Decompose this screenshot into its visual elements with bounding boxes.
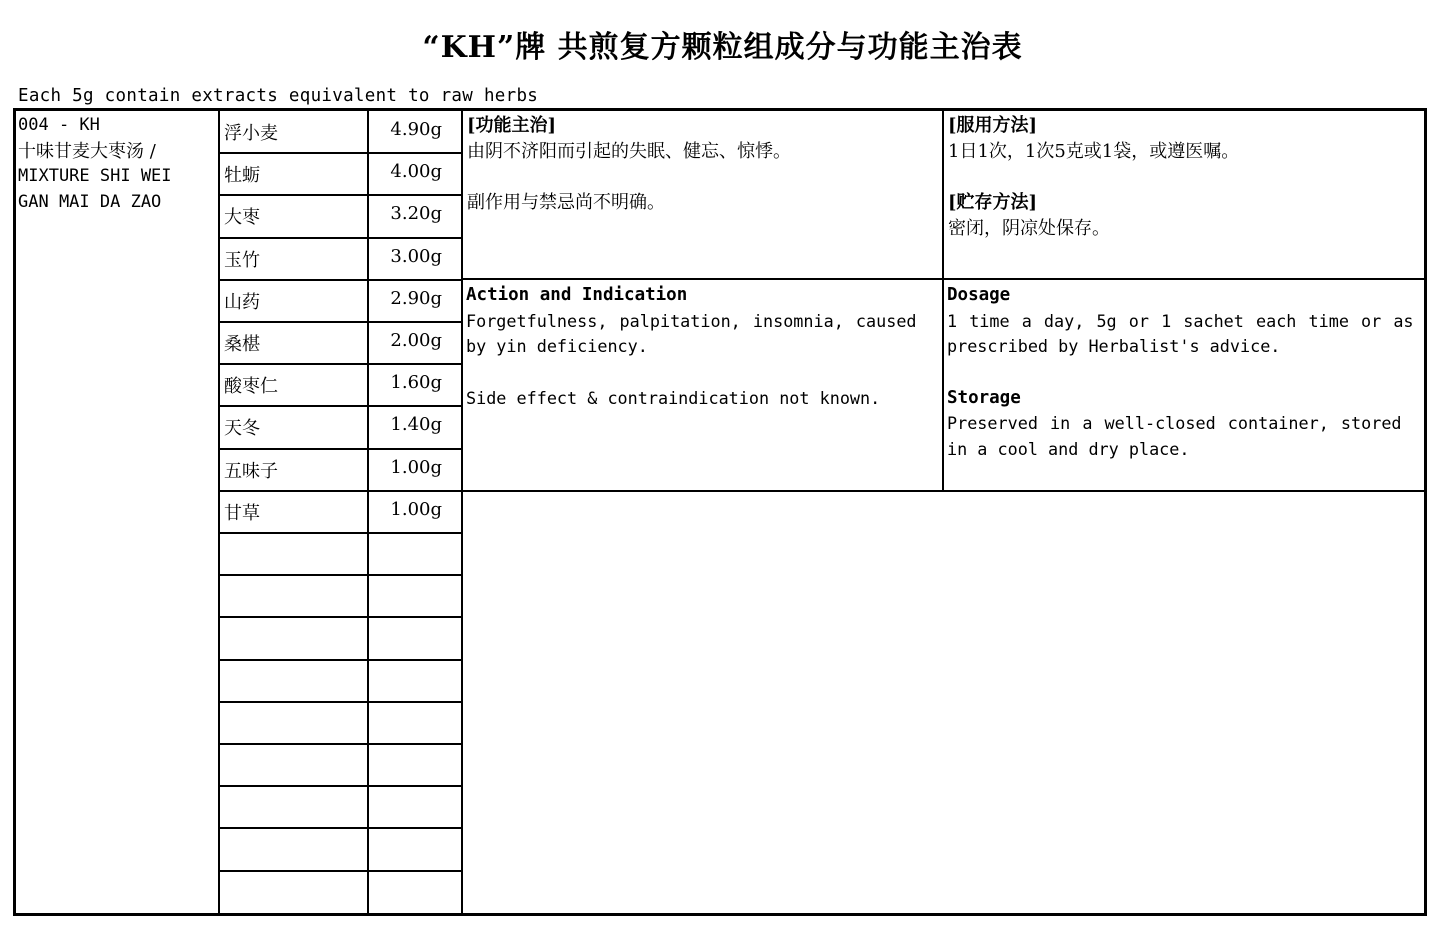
herb-row-divider	[218, 574, 463, 576]
indication-en-text-line2: by yin deficiency.	[466, 336, 648, 356]
herb-name: 天冬	[224, 418, 260, 440]
divider-product-herbs	[218, 110, 220, 914]
herb-row-divider	[218, 490, 463, 492]
storage-en-text-line1: Preserved in a well-closed container, stored	[947, 413, 1402, 433]
herb-row-divider	[218, 363, 463, 365]
herb-row-divider	[218, 870, 463, 872]
product-name-cn: 十味甘麦大枣汤 /	[18, 141, 156, 162]
herb-name: 酸枣仁	[224, 376, 278, 398]
dosage-en-text-line2: prescribed by Herbalist's advice.	[947, 336, 1281, 356]
herb-amount: 4.00g	[390, 161, 442, 183]
divider-info-cn-en	[461, 278, 1425, 280]
herb-amount: 1.00g	[390, 498, 442, 520]
herb-row-divider	[218, 321, 463, 323]
herb-amount: 2.00g	[390, 330, 442, 351]
herb-row-divider	[218, 785, 463, 787]
herb-amount: 3.20g	[390, 203, 442, 225]
divider-herbs-info	[461, 110, 463, 914]
herb-amount: 3.00g	[390, 245, 442, 267]
herb-row-divider	[218, 659, 463, 661]
product-code: 004 - KH	[18, 115, 100, 135]
product-name-en-line2: GAN MAI DA ZAO	[18, 192, 162, 212]
herb-name: 山药	[224, 291, 260, 313]
side-effect-cn-text: 副作用与禁忌尚不明确。	[467, 192, 665, 213]
herb-name: 玉竹	[224, 249, 260, 271]
product-name-en-line1: MIXTURE SHI WEI	[18, 166, 172, 186]
herb-row-divider	[218, 532, 463, 534]
herb-row-divider	[218, 448, 463, 450]
herb-name: 桑椹	[224, 334, 260, 355]
herb-name: 大枣	[224, 207, 260, 229]
storage-en-heading: Storage	[947, 388, 1021, 408]
table-subtitle: Each 5g contain extracts equivalent to raw herbs	[18, 86, 539, 106]
side-effect-en-text: Side effect & contraindication not known.	[466, 388, 881, 408]
herb-row-divider	[218, 616, 463, 618]
dosage-cn-heading: [服用方法]	[948, 115, 1038, 136]
indication-cn-text: 由阴不济阳而引起的失眠、健忘、惊悸。	[467, 141, 791, 162]
indication-en-heading: Action and Indication	[466, 285, 688, 305]
herb-row-divider	[218, 237, 463, 239]
storage-cn-text: 密闭，阴凉处保存。	[948, 218, 1110, 239]
storage-en-text-line2: in a cool and dry place.	[947, 439, 1190, 459]
dosage-cn-text: 1日1次，1次5克或1袋，或遵医嘱。	[948, 141, 1240, 162]
dosage-en-heading: Dosage	[947, 285, 1011, 305]
herb-name: 浮小麦	[224, 123, 278, 144]
herb-row-divider	[218, 194, 463, 196]
herb-name: 五味子	[224, 460, 278, 482]
herb-name: 牡蛎	[224, 165, 260, 187]
herb-amount: 1.00g	[390, 456, 442, 478]
herb-amount: 4.90g	[390, 119, 442, 140]
herb-amount: 1.60g	[390, 372, 442, 394]
herb-row-divider	[218, 701, 463, 703]
herb-row-divider	[218, 827, 463, 829]
herb-row-divider	[218, 279, 463, 281]
storage-cn-heading: [贮存方法]	[948, 192, 1038, 213]
herb-amount: 1.40g	[390, 414, 442, 436]
herb-amount: 2.90g	[390, 287, 442, 309]
herb-row-divider	[218, 405, 463, 407]
herb-name: 甘草	[224, 502, 260, 524]
herb-row-divider	[218, 743, 463, 745]
indication-cn-heading: [功能主治]	[467, 115, 557, 136]
page-title: “KH”牌 共煎复方颗粒组成分与功能主治表	[422, 30, 1023, 65]
divider-info-bottom	[461, 490, 1425, 492]
dosage-en-text-line1: 1 time a day, 5g or 1 sachet each time or as	[947, 311, 1414, 331]
herb-row-divider	[218, 152, 463, 154]
divider-info-columns	[942, 110, 944, 492]
indication-en-text-line1: Forgetfulness, palpitation, insomnia, caused	[466, 311, 917, 331]
